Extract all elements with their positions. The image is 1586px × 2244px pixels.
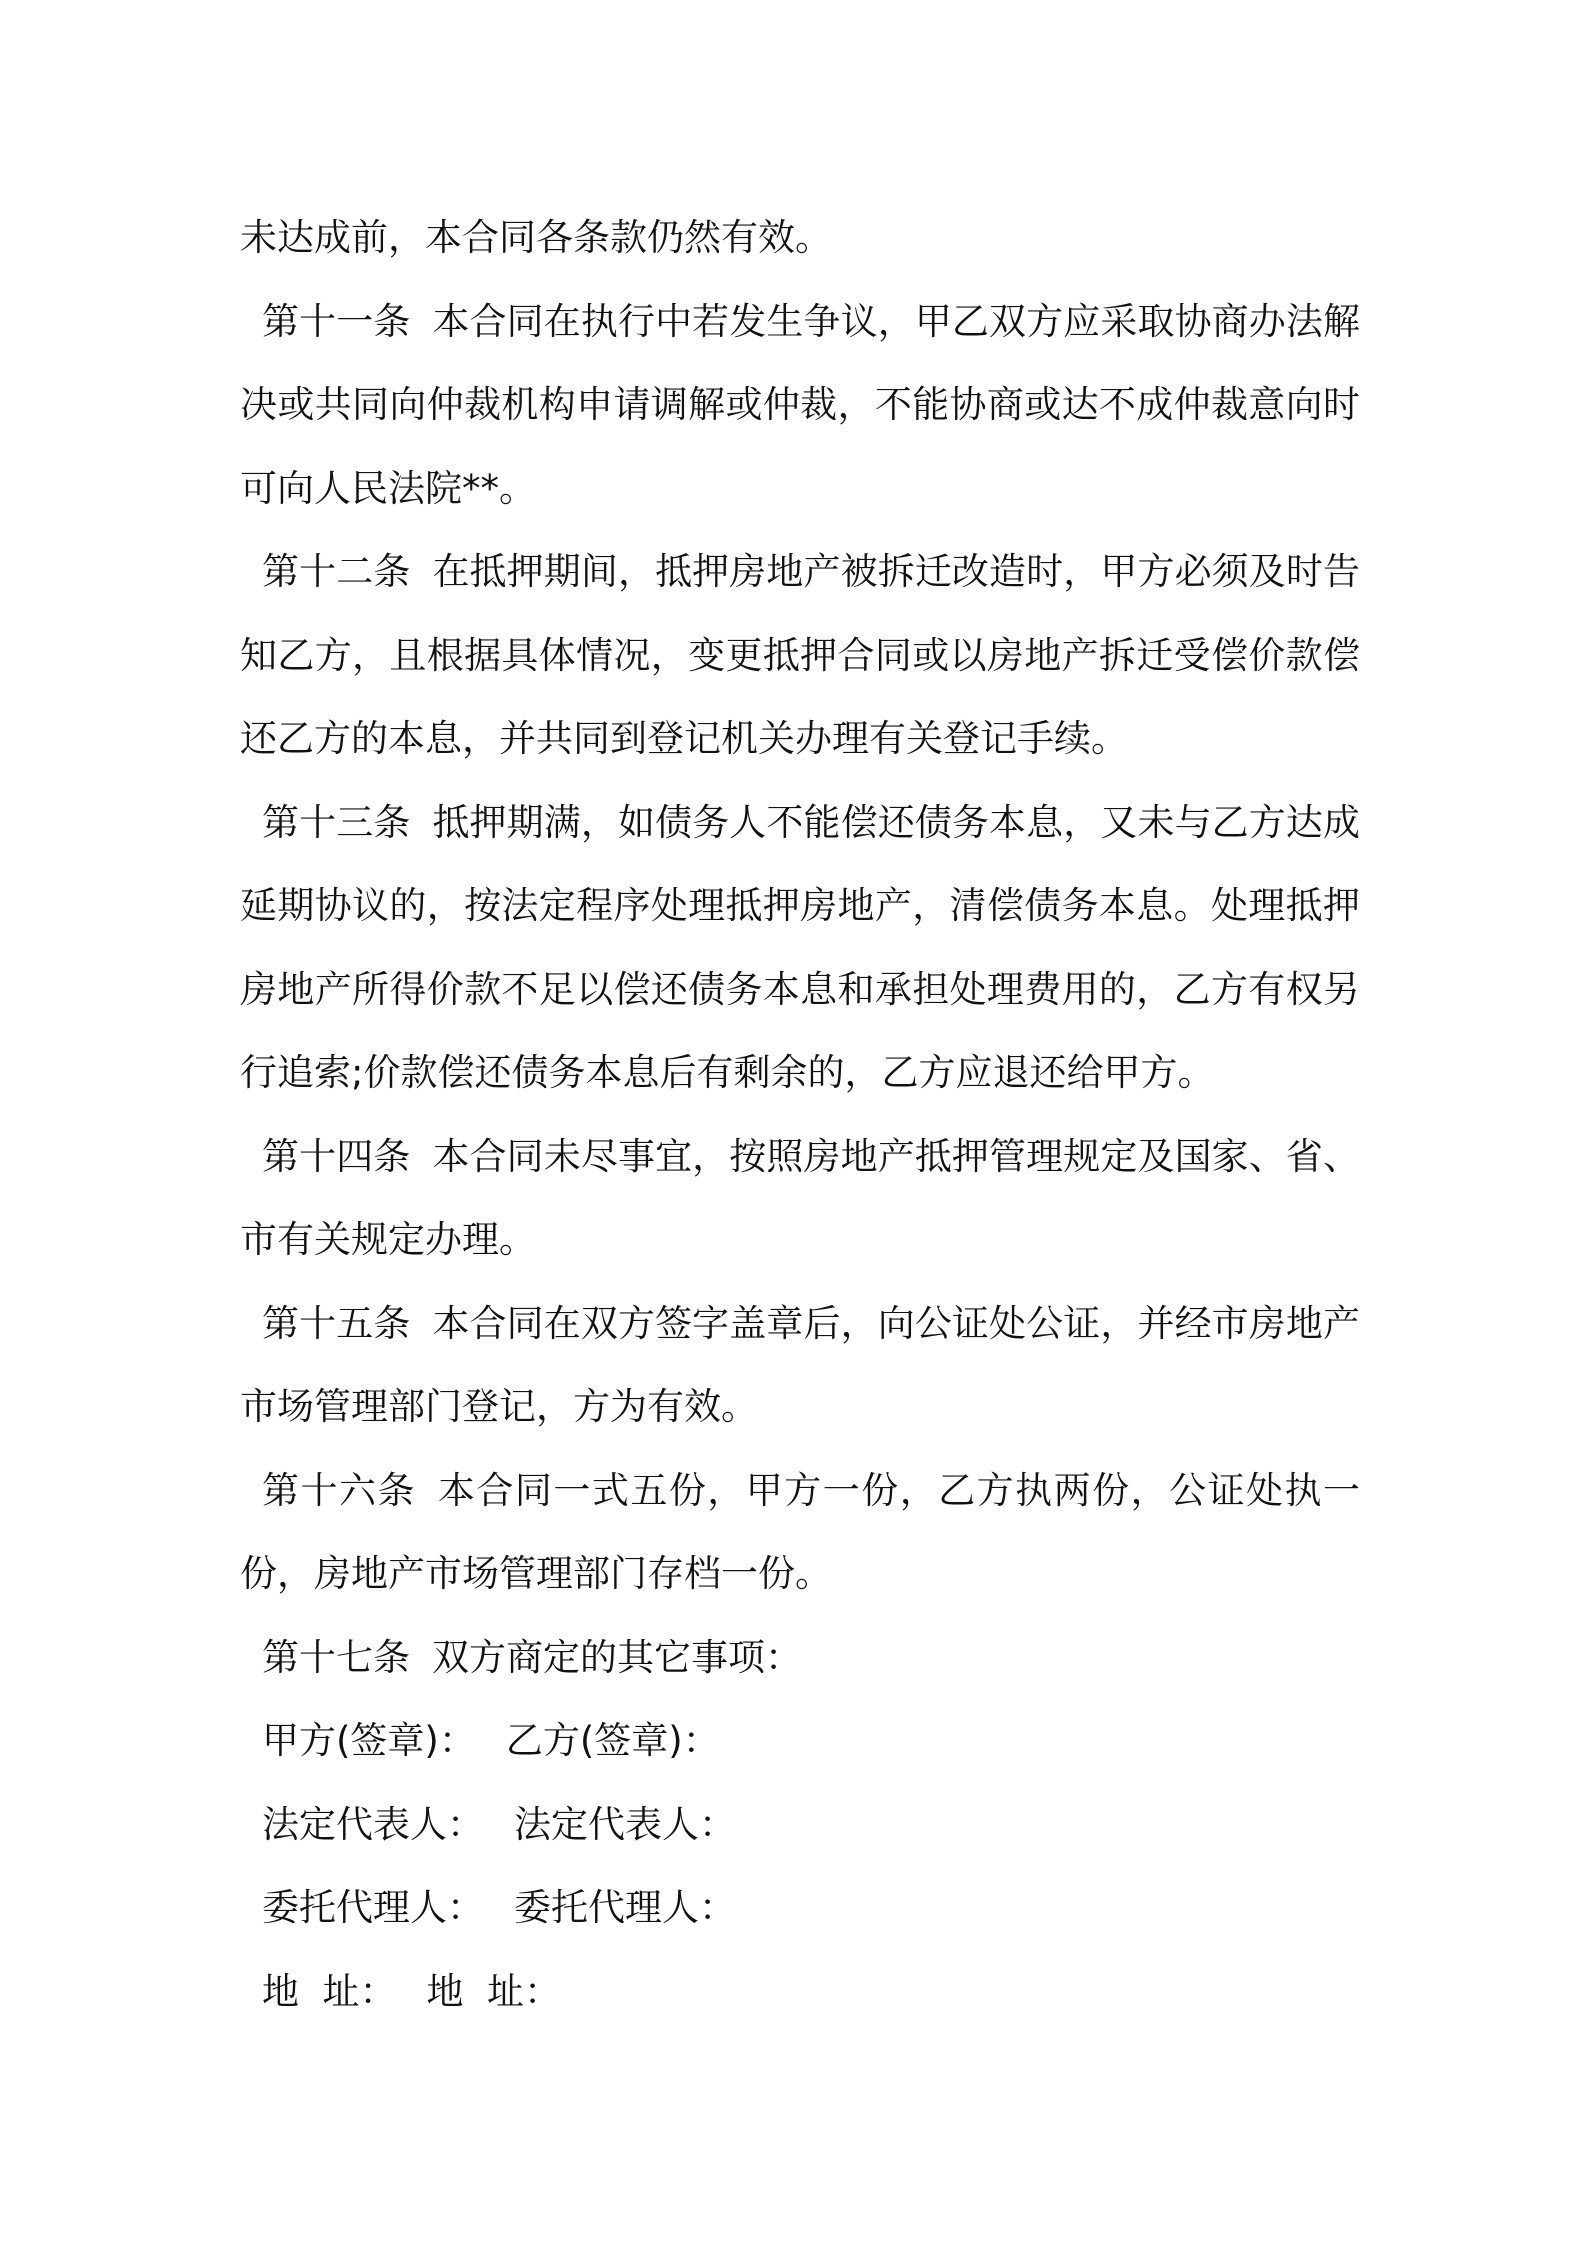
article-16 — [240, 1449, 1360, 1616]
legal-rep-a-label: 法定代表人： — [262, 1802, 484, 1846]
address-b-label: 地 址： — [426, 1969, 562, 2013]
legal-rep-b-label: 法定代表人： — [514, 1802, 736, 1846]
opening-fragment: 未达成前，本合同各条款仍然有效。 — [240, 216, 832, 259]
article-17 — [240, 1616, 1360, 1700]
article-text: 本合同在执行中若发生争议，甲乙双方应采取协商办法解决或共同向仲裁机构申请调解或仲裁，不能协商或达不成仲裁意向时可向人民法院**。 — [240, 299, 1361, 510]
article-heading: 第十三条 — [262, 800, 411, 844]
signature-row-address — [240, 1950, 1360, 2034]
article-heading: 第十五条 — [262, 1301, 411, 1345]
signature-row-legal-rep — [240, 1783, 1360, 1867]
article-12 — [240, 530, 1360, 781]
article-text: 本合同一式五份，甲方一份，乙方执两份，公证处执一份，房地产市场管理部门存档一份。 — [240, 1468, 1361, 1595]
article-15 — [240, 1282, 1360, 1449]
document-body — [240, 196, 1360, 2033]
article-text: 本合同未尽事宜，按照房地产抵押管理规定及国家、省、市有关规定办理。 — [240, 1134, 1361, 1261]
article-text: 抵押期满，如债务人不能偿还债务本息，又未与乙方达成延期协议的，按法定程序处理抵押房地产，清偿债务本息。处理抵押房地产所得价款不足以偿还债务本息和承担处理费用的，乙方有权另行追索;价款偿还债务本息后有剩余的，乙方应退还给甲方。 — [240, 800, 1361, 1094]
signature-row-agent — [240, 1866, 1360, 1950]
agent-b-label: 委托代理人： — [514, 1886, 736, 1929]
article-heading: 第十二条 — [262, 550, 411, 593]
article-14 — [240, 1115, 1360, 1282]
article-text: 双方商定的其它事项： — [432, 1635, 802, 1679]
address-a-label: 地 址： — [262, 1969, 397, 2013]
article-13 — [240, 781, 1360, 1115]
article-11 — [240, 280, 1360, 531]
article-text: 本合同在双方签字盖章后，向公证处公证，并经市房地产市场管理部门登记，方为有效。 — [240, 1301, 1361, 1428]
article-heading: 第十七条 — [262, 1635, 410, 1679]
article-heading: 第十一条 — [262, 299, 411, 343]
agent-a-label: 委托代理人： — [262, 1886, 484, 1929]
party-b-seal-label: 乙方(签章)： — [505, 1719, 720, 1762]
party-a-seal-label: 甲方(签章)： — [262, 1719, 476, 1762]
article-text: 在抵押期间，抵押房地产被拆迁改造时，甲方必须及时告知乙方，且根据具体情况，变更抵押合同或以房地产拆迁受偿价款偿还乙方的本息，并共同到登记机关办理有关登记手续。 — [240, 550, 1361, 760]
article-heading: 第十六条 — [262, 1468, 416, 1512]
article-heading: 第十四条 — [262, 1134, 411, 1178]
signature-row-seal — [240, 1699, 1360, 1783]
